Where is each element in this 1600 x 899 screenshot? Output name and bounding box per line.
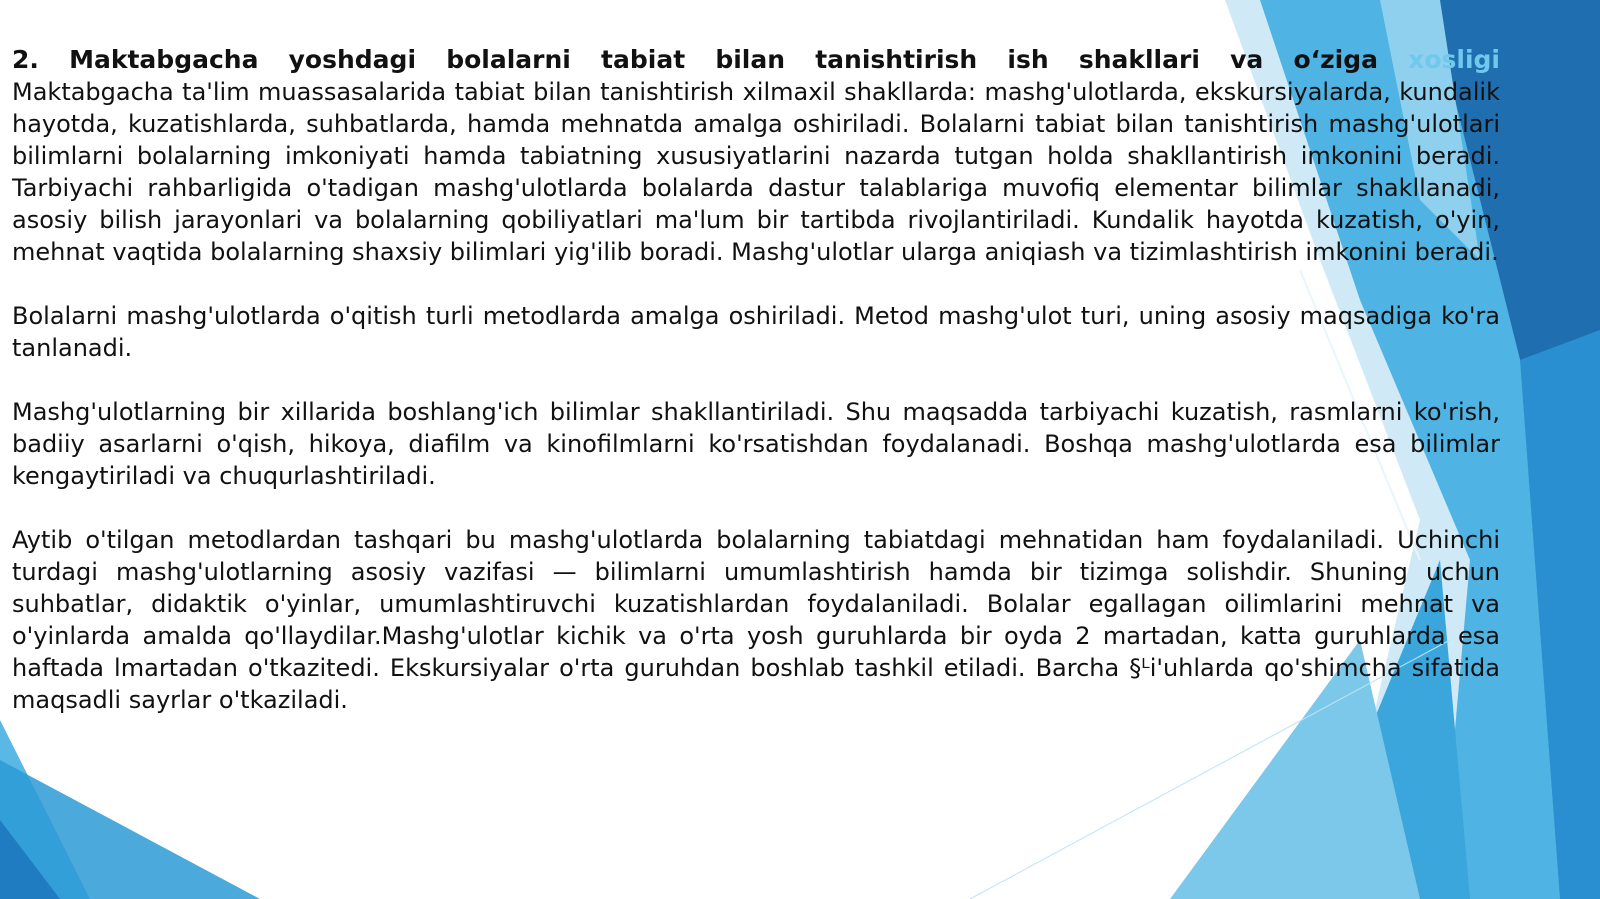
paragraph-3: Mashg'ulotlarning bir xillarida boshlang'ich bilimlar shakllantiriladi. Shu maqsadda tarbiyachi kuzatish, rasmlarni ko'rish, badiiy asarlarni o'qish, hikoya, diafilm va kinofilmlarni ko'rsatishdan foydalanadi. Boshqa mashg'ulotlarda esa bilimlar kengaytiriladi va chuqurlashtiriladi.: [12, 398, 1500, 490]
heading-faded-tail: xosligi: [1408, 45, 1500, 74]
section-heading: [12, 44, 1500, 76]
heading-number: 2.: [12, 45, 39, 74]
paragraph-1: Maktabgacha ta'lim muassasalarida tabiat bilan tanishtirish xilmaxil shakllarda: mashg'ulotlarda, ekskursiyalarda, kundalik hayotda, kuzatishlarda, suhbatlarda, hamda mehnatda amalga oshiriladi. Bolalarni tabiat bilan tanishtirish mashg'ulotlari bilimlarni bolalarning imkoniyati hamda tabiatning xususiyatlarini nazarda tutgan holda shakllantirish imkonini beradi. Tarbiyachi rahbarligida o'tadigan mashg'ulotlarda bolalarda dastur talablariga muvofiq elementar bilimlar shakllanadi, asosiy bilish jarayonlari va bolalarning qobiliyatlari ma'lum bir tartibda rivojlantiriladi. Kundalik hayotda kuzatish, o'yin, mehnat vaqtida bolalarning shaxsiy bilimlari yig'ilib boradi. Mashg'ulotlar ularga aniqiash va tizimlashtirish imkonini beradi.: [12, 78, 1500, 266]
paragraph-4: Aytib o'tilgan metodlardan tashqari bu mashg'ulotlarda bolalarning tabiatdagi mehnatidan ham foydalaniladi. Uchinchi turdagi mashg'ulotlarning asosiy vazifasi — bilimlarni umumlashtirish hamda bir tizimga solishdir. Shuning uchun suhbatlar, didaktik o'yinlar, umumlashtiruvchi kuzatishlardan foydalaniladi. Bolalar egallagan oilimlarini mehnat va o'yinlarda amalda qo'llaydilar.Mashg'ulotlar kichik va o'rta yosh guruhlarda bir oyda 2 martadan, katta guruhlarda esa haftada lmartadan o'tkazitedi. Ekskursiyalar o'rta guruhdan boshlab tashkil etiladi. Barcha §ᴸi'uhlarda qo'shimcha sifatida maqsadli sayrlar o'tkaziladi.: [12, 526, 1500, 714]
slide-content: [12, 44, 1500, 748]
paragraph-2: Bolalarni mashg'ulotlarda o'qitish turli metodlarda amalga oshiriladi. Metod mashg'ulot turi, uning asosiy maqsadiga ko'ra tanlanadi.: [12, 302, 1500, 362]
heading-text: Maktabgacha yoshdagi bolalarni tabiat bilan tanishtirish ish shakllari va o‘ziga: [69, 45, 1378, 74]
